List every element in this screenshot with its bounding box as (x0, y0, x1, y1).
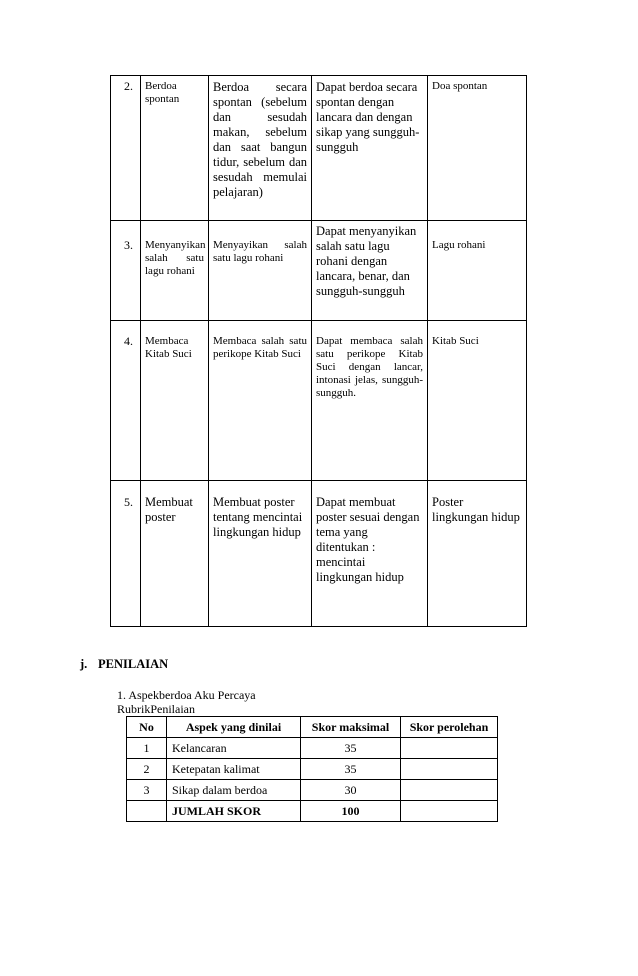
score-max: 30 (301, 780, 401, 801)
indicator-cell: Membuat poster tentang mencintai lingkungan hidup (209, 481, 312, 627)
criteria-cell: Dapat berdoa secara spontan dengan lancara dan dengan sikap yang sungguh-sungguh (312, 76, 428, 221)
score-header-row (127, 717, 498, 738)
section-letter: j. (80, 657, 88, 671)
score-no: 3 (127, 780, 167, 801)
aspect-subtitle: 1. Aspekberdoa Aku Percaya (117, 688, 256, 702)
score-max: 35 (301, 738, 401, 759)
activity-cell: Menyanyikan salah satu lagu rohani (141, 221, 209, 321)
section-heading (80, 657, 168, 672)
score-aspect: Ketepatan kalimat (167, 759, 301, 780)
table-row (111, 321, 527, 481)
score-no: 1 (127, 738, 167, 759)
score-obtained (401, 780, 498, 801)
total-no (127, 801, 167, 822)
activity-cell: Membaca Kitab Suci (141, 321, 209, 481)
score-obtained (401, 759, 498, 780)
criteria-cell: Dapat membaca salah satu perikope Kitab Suci dengan lancar, intonasi jelas, sungguh-sungguh. (312, 321, 428, 481)
score-table (126, 716, 498, 822)
total-label: JUMLAH SKOR (167, 801, 301, 822)
table-row (111, 221, 527, 321)
row-number: 2. (111, 76, 141, 221)
header-obtained-score: Skor perolehan (401, 717, 498, 738)
table-row (127, 780, 498, 801)
table-row (127, 759, 498, 780)
total-score: 100 (301, 801, 401, 822)
row-number: 4. (111, 321, 141, 481)
activity-cell: Berdoa spontan (141, 76, 209, 221)
score-total-row (127, 801, 498, 822)
row-number: 3. (111, 221, 141, 321)
score-aspect: Sikap dalam berdoa (167, 780, 301, 801)
table-row (111, 76, 527, 221)
media-cell: Poster lingkungan hidup (428, 481, 527, 627)
rubric-subtitle: RubrikPenilaian (117, 702, 195, 716)
criteria-cell: Dapat menyanyikan salah satu lagu rohani dengan lancara, benar, dan sungguh-sungguh (312, 221, 428, 321)
section-title: PENILAIAN (98, 657, 169, 671)
header-no: No (127, 717, 167, 738)
row-number: 5. (111, 481, 141, 627)
activity-cell: Membuat poster (141, 481, 209, 627)
header-aspect: Aspek yang dinilai (167, 717, 301, 738)
media-cell: Lagu rohani (428, 221, 527, 321)
media-cell: Kitab Suci (428, 321, 527, 481)
table-row (111, 481, 527, 627)
indicator-cell: Membaca salah satu perikope Kitab Suci (209, 321, 312, 481)
activity-table (110, 75, 527, 627)
indicator-cell: Menyayikan salah satu lagu rohani (209, 221, 312, 321)
score-aspect: Kelancaran (167, 738, 301, 759)
header-max-score: Skor maksimal (301, 717, 401, 738)
indicator-cell: Berdoa secara spontan (sebelum dan sesudah makan, sebelum dan saat bangun tidur, sebelum dan sesudah memulai pelajaran) (209, 76, 312, 221)
score-obtained (401, 738, 498, 759)
score-max: 35 (301, 759, 401, 780)
table-row (127, 738, 498, 759)
criteria-cell: Dapat membuat poster sesuai dengan tema yang ditentukan : mencintai lingkungan hidup (312, 481, 428, 627)
score-no: 2 (127, 759, 167, 780)
media-cell: Doa spontan (428, 76, 527, 221)
total-obtained (401, 801, 498, 822)
